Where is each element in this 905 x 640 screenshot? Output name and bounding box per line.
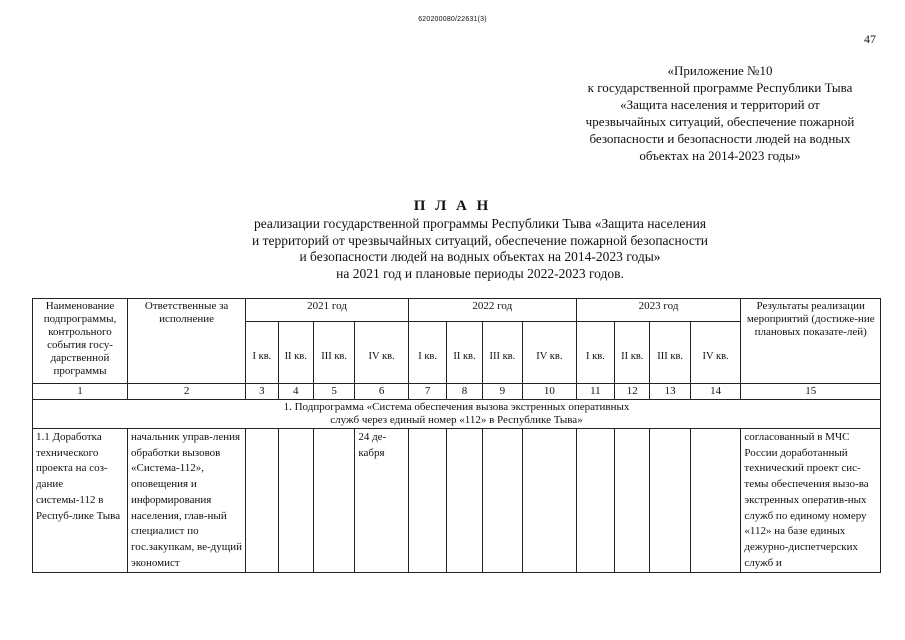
column-number: 5 [313, 384, 354, 400]
quarter-header: IV кв. [523, 322, 577, 384]
row-deadline-cell: 24 де-кабря [355, 429, 409, 573]
quarter-cell [523, 429, 577, 573]
subtitle-line: и территорий от чрезвычайных ситуаций, обеспечение пожарной безопасности [252, 232, 708, 248]
quarter-cell [278, 429, 313, 573]
quarter-header: II кв. [447, 322, 482, 384]
column-number: 7 [408, 384, 446, 400]
appendix-line: чрезвычайных ситуаций, обеспечение пожарной [585, 114, 855, 129]
header-responsible: Ответственные за исполнение [127, 299, 245, 384]
section-title-line: служб через единый номер «112» в Республике Тыва» [330, 414, 583, 426]
appendix-line: «Защита населения и территорий от [620, 97, 820, 112]
appendix-line: «Приложение №10 [667, 63, 773, 78]
row-result-cell: согласованный в МЧС России доработанный технический проект сис-темы обеспечения вызо-ва экстренных оператив-ных служб по единому номеру «112» на базе единых дежурно-диспетчерских служб и [741, 429, 881, 573]
column-number: 9 [482, 384, 522, 400]
column-number: 2 [127, 384, 245, 400]
column-number: 6 [355, 384, 409, 400]
column-number: 8 [447, 384, 482, 400]
column-number: 14 [690, 384, 741, 400]
section-row [33, 400, 881, 429]
plan-subtitle [180, 216, 780, 282]
quarter-header: III кв. [650, 322, 690, 384]
section-title-line: 1. Подпрограмма «Система обеспечения вызова экстренных оперативных [283, 401, 630, 413]
quarter-header: II кв. [278, 322, 313, 384]
appendix-line: объектах на 2014-2023 годы» [639, 148, 801, 163]
quarter-cell [447, 429, 482, 573]
header-name: Наименование подпрограммы, контрольного события госу-дарственной программы [33, 299, 128, 384]
column-number: 15 [741, 384, 881, 400]
column-number: 10 [523, 384, 577, 400]
plan-title: П Л А Н [413, 198, 492, 214]
appendix-line: к государственной программе Республики Тыва [587, 80, 853, 95]
appendix-block [560, 62, 880, 164]
page-number: 47 [864, 32, 876, 46]
plan-table [32, 298, 881, 573]
subtitle-line: на 2021 год и плановые периоды 2022-2023 годов. [336, 265, 624, 281]
row-name-cell: 1.1 Доработка технического проекта на соз-дание системы-112 в Респуб-лике Тыва [33, 429, 128, 573]
quarter-cell [482, 429, 522, 573]
quarter-cell [246, 429, 278, 573]
column-number: 13 [650, 384, 690, 400]
quarter-header: II кв. [615, 322, 650, 384]
header-year-2023: 2023 год [576, 299, 741, 322]
column-number: 1 [33, 384, 128, 400]
subtitle-line: и безопасности людей на водных объектах на 2014-2023 годы» [299, 249, 661, 264]
header-year-2021: 2021 год [246, 299, 409, 322]
table-row [33, 429, 881, 573]
quarter-header: I кв. [576, 322, 614, 384]
appendix-line: безопасности и безопасности людей на водных [589, 131, 851, 146]
quarter-cell [313, 429, 354, 573]
quarter-header: I кв. [246, 322, 278, 384]
quarter-cell [408, 429, 446, 573]
quarter-cell [650, 429, 690, 573]
quarter-header: IV кв. [355, 322, 409, 384]
quarter-cell [615, 429, 650, 573]
header-results: Результаты реализации мероприятий (достиже-ние плановых показате-лей) [741, 299, 881, 384]
quarter-header: III кв. [313, 322, 354, 384]
header-year-2022: 2022 год [408, 299, 576, 322]
row-responsible-cell: начальник управ-ления обработки вызовов «Система-112», оповещения и информирования населения, глав-ный специалист по гос.закупкам, ве-дущий экономист [127, 429, 245, 573]
column-number: 12 [615, 384, 650, 400]
quarter-cell [576, 429, 614, 573]
column-number: 4 [278, 384, 313, 400]
quarter-header: I кв. [408, 322, 446, 384]
quarter-cell [690, 429, 741, 573]
column-number: 3 [246, 384, 278, 400]
quarter-header: IV кв. [690, 322, 741, 384]
document-id: 620200080/22631(3) [418, 16, 487, 23]
column-numbers-row [33, 384, 881, 400]
quarter-header: III кв. [482, 322, 522, 384]
column-number: 11 [576, 384, 614, 400]
subtitle-line: реализации государственной программы Республики Тыва «Защита населения [253, 216, 707, 231]
section-title [33, 400, 881, 429]
